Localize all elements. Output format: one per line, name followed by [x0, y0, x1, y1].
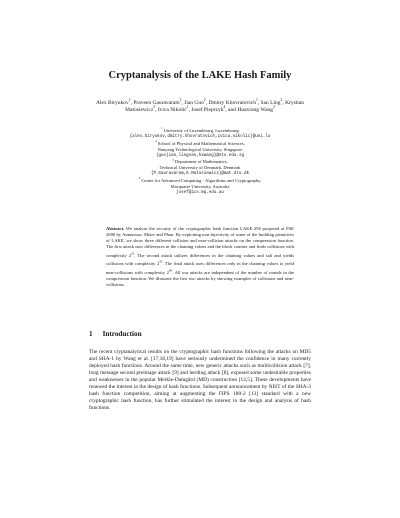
affiliation-mark: 1 — [161, 126, 163, 131]
paper-title: Cryptanalysis of the LAKE Hash Family — [108, 70, 292, 81]
affiliation-mark: 4 — [138, 176, 141, 181]
author-name: San Ling — [260, 100, 281, 106]
affiliation-email: {guojian,lingsan,hxwang}@ntu.edu.sg — [156, 153, 244, 158]
affiliation-line: Technical University of Denmark, Denmark — [159, 165, 241, 171]
affiliation-line: $^3$Department of Mathematics, — [172, 157, 228, 165]
author-affiliation-mark: 1 — [186, 105, 189, 110]
affiliation-mark: 3 — [172, 157, 174, 162]
introduction-text: The recent cryptanalytical results on the cryptographic hash functions following the attacks on MD5 and SHA-1 by Wang et al. [17,18,19] have seriously undermined the confidence in many currently deployed hash functions. Around the same time, new generic attacks such as multicollision attack [7], long message second preimage attack [9] and herding attack [8], exposed some undesirable properties and weaknesses in the popular Merkle-Damgård (MD) construction [12,5]. These developments have renewed the interest in the design of hash functions. Subsequent announcement by NIST of the SHA-3 hash function competition, aiming at augmenting the FIPS 180-2 [13] standard with a new cryptographic hash function, has further stimulated the interest in the design and analysis of hash functions. — [89, 349, 311, 412]
author-affiliation-mark: 4 — [223, 105, 226, 110]
affiliation-email: {alex.biryukov,dmitry.khovratovich,ivica.nikolic}@uni.lu — [129, 135, 271, 139]
affiliation-line: Macquarie University, Australia — [170, 183, 230, 189]
author-name: Krystian Matusiewicz — [125, 100, 305, 114]
abstract-text: We analyse the security of the cryptographic hash function LAKE-256 proposed at FSE 2008 by Aumasson, Meier and Phan. By exploiting non-injectivity of some of the building primitives of LAKE, we show three different collision and near-collision attacks on the compression function. The first attack uses differences in the chaining values and the block counter and finds collisions with complexity $2^{33}$. The second attack utilizes differences in the chaining values and salt and yields collisions with complexity $2^{42}$. The final attack uses differences only in the chaining values to yield near-collisions with complexity $2^{99}$. All our attacks are independent of the number of rounds in the compression function. We illustrate the first two attacks by showing examples of collisions and near-collisions. — [106, 226, 294, 287]
author-name: Huaxiong Wang — [237, 107, 274, 114]
author-affiliation-mark: 1 — [255, 98, 258, 103]
section-heading — [89, 330, 309, 338]
author-affiliation-mark: 3 — [179, 98, 182, 103]
affiliation-line: $^1$University of Luxembourg, Luxembourg — [161, 126, 239, 133]
section-number: 1 — [89, 330, 93, 338]
affiliation-line: Nanyang Technological University, Singapore — [157, 146, 243, 152]
author-name: Josef Pieprzyk — [191, 107, 224, 114]
abstract-label: Abstract. — [106, 226, 125, 231]
affiliation-email: josef@ics.mq.edu.au — [176, 190, 224, 195]
author-affiliation-mark: 2 — [273, 105, 275, 110]
affiliation — [80, 159, 320, 177]
author-name: Ivica Nikolić — [157, 107, 187, 114]
affiliation — [80, 141, 320, 159]
affiliation-mark: 2 — [155, 139, 157, 144]
author-affiliation-mark: 3 — [153, 105, 156, 110]
affiliation-line: $^2$School of Physical and Mathematical Sciences, — [155, 139, 245, 146]
author-name: Jian Guo — [184, 100, 204, 106]
exponent: 42 — [159, 259, 163, 264]
section-title: Introduction — [102, 330, 142, 338]
author-name: Praveen Gauravaram — [133, 100, 180, 106]
author-affiliation-mark: 2 — [203, 98, 206, 103]
author-name: Dmitry Khovratovich — [208, 100, 256, 106]
author-name: Alex Biryukov — [95, 100, 129, 106]
affiliation — [80, 178, 320, 196]
author-list: Alex Biryukov$^1$, Praveen Gauravaram$^3$, Jian Guo$^2$, Dmitry Khovratovich$^1$, San Ling$^2$, Krystian Matusiewicz$^3$, Ivica Nikolić$^1$, Josef Pieprzyk$^4$, and Huaxiong Wang$^2$ — [95, 98, 305, 114]
exponent: 99 — [168, 268, 173, 273]
affiliation-list — [80, 128, 320, 196]
author-affiliation-mark: 1 — [128, 98, 131, 103]
affiliation-email: {P.Gauravaram,K.Matusiewicz}@mat.dtu.dk — [150, 172, 249, 177]
abstract — [106, 226, 294, 288]
exponent: 33 — [131, 251, 135, 255]
affiliation — [80, 128, 320, 140]
author-affiliation-mark: 2 — [280, 98, 283, 103]
affiliation-line: $^4$Centre for Advanced Computing - Algorithms and Cryptography, — [138, 176, 262, 183]
